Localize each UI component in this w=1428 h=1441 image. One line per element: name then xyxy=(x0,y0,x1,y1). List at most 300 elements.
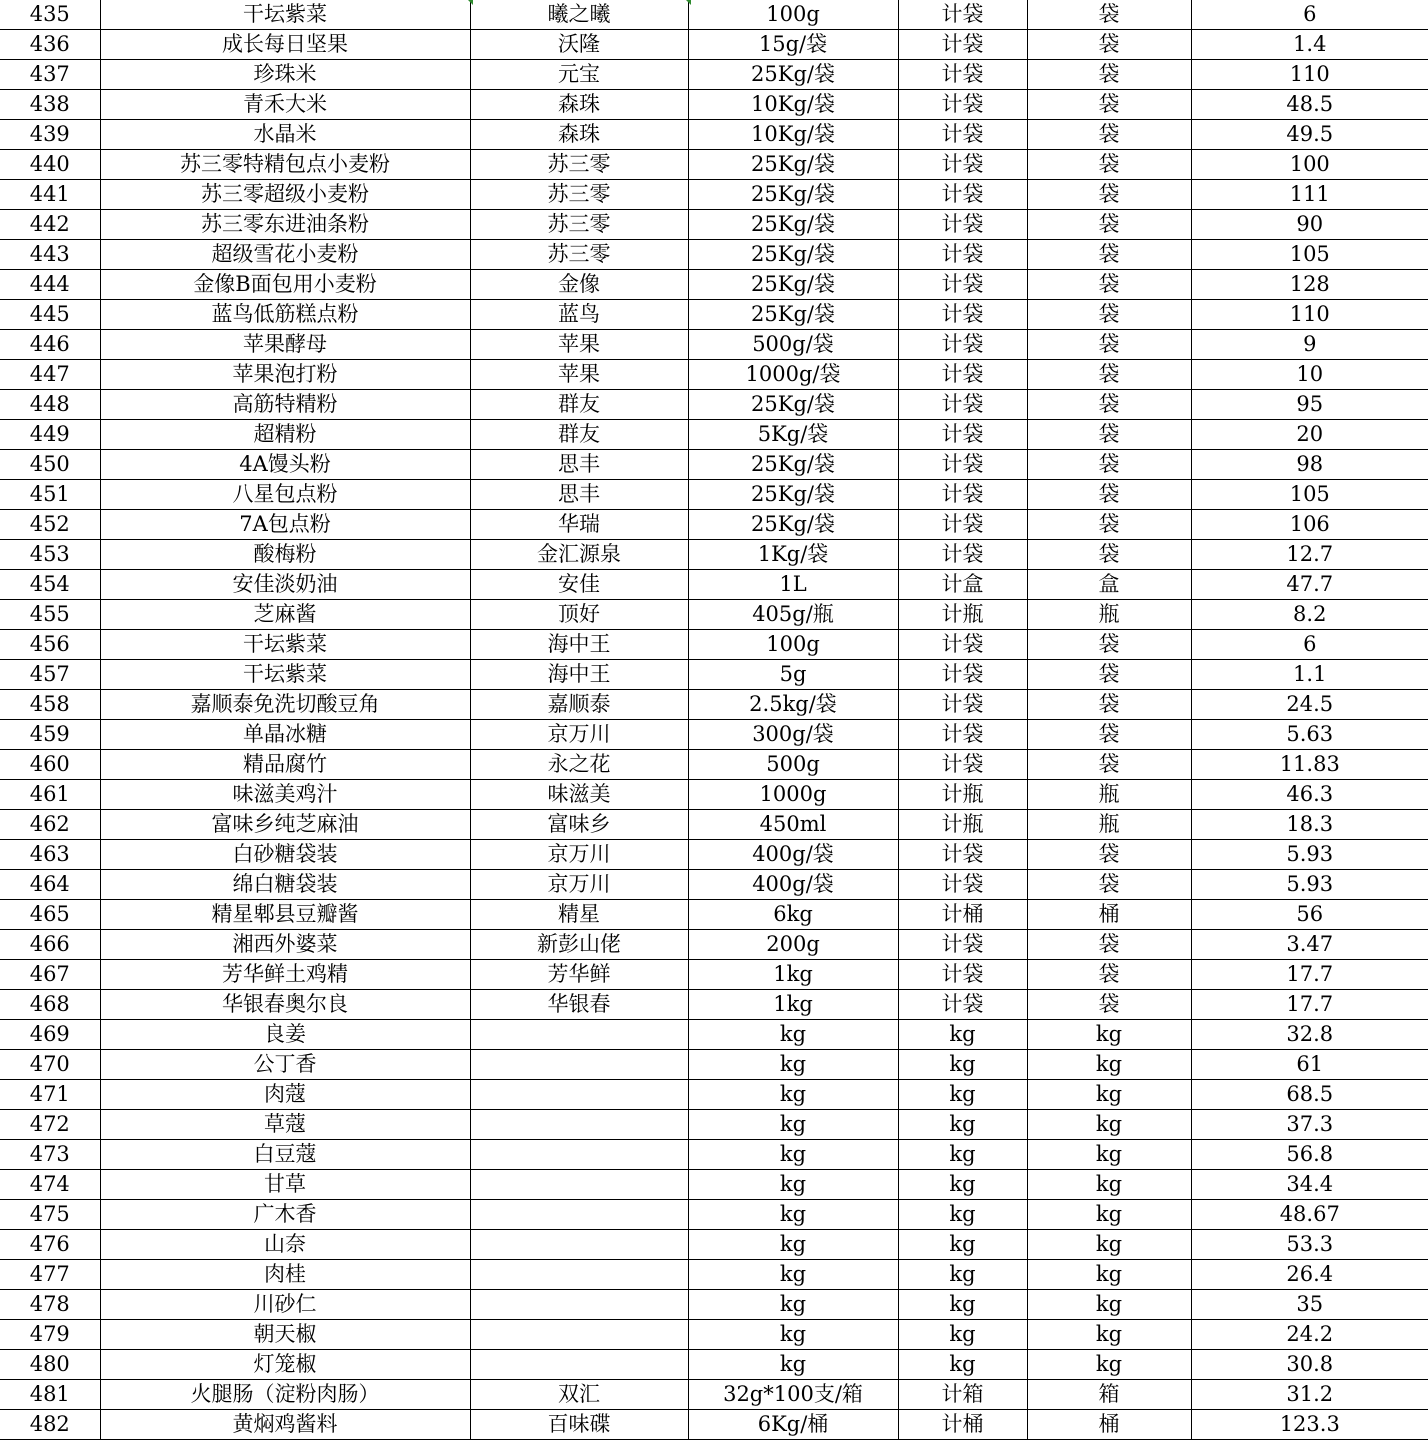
brand-cell[interactable]: 元宝 xyxy=(470,60,688,90)
spec-cell[interactable]: 400g/袋 xyxy=(688,840,898,870)
brand-cell[interactable]: 双汇 xyxy=(470,1380,688,1410)
pricing-unit-cell[interactable]: 计袋 xyxy=(898,420,1027,450)
unit-cell[interactable]: kg xyxy=(1027,1230,1191,1260)
pricing-unit-cell[interactable]: 计袋 xyxy=(898,0,1027,30)
price-cell[interactable]: 10 xyxy=(1191,360,1428,390)
unit-cell[interactable]: kg xyxy=(1027,1170,1191,1200)
price-cell[interactable]: 105 xyxy=(1191,480,1428,510)
product-name-cell[interactable]: 川砂仁 xyxy=(100,1290,470,1320)
row-number-cell[interactable]: 457 xyxy=(0,660,100,690)
row-number-cell[interactable]: 462 xyxy=(0,810,100,840)
price-cell[interactable]: 49.5 xyxy=(1191,120,1428,150)
product-name-cell[interactable]: 青禾大米 xyxy=(100,90,470,120)
pricing-unit-cell[interactable]: 计袋 xyxy=(898,690,1027,720)
unit-cell[interactable]: 袋 xyxy=(1027,660,1191,690)
unit-cell[interactable]: 袋 xyxy=(1027,390,1191,420)
row-number-cell[interactable]: 476 xyxy=(0,1230,100,1260)
brand-cell[interactable] xyxy=(470,1200,688,1230)
row-number-cell[interactable]: 463 xyxy=(0,840,100,870)
unit-cell[interactable]: kg xyxy=(1027,1290,1191,1320)
price-cell[interactable]: 56.8 xyxy=(1191,1140,1428,1170)
row-number-cell[interactable]: 475 xyxy=(0,1200,100,1230)
spec-cell[interactable]: 2.5kg/袋 xyxy=(688,690,898,720)
pricing-unit-cell[interactable]: kg xyxy=(898,1080,1027,1110)
price-cell[interactable]: 6 xyxy=(1191,630,1428,660)
brand-cell[interactable] xyxy=(470,1350,688,1380)
brand-cell[interactable]: 苏三零 xyxy=(470,210,688,240)
price-cell[interactable]: 32.8 xyxy=(1191,1020,1428,1050)
spec-cell[interactable]: 15g/袋 xyxy=(688,30,898,60)
unit-cell[interactable]: kg xyxy=(1027,1140,1191,1170)
brand-cell[interactable]: 嘉顺泰 xyxy=(470,690,688,720)
row-number-cell[interactable]: 477 xyxy=(0,1260,100,1290)
row-number-cell[interactable]: 481 xyxy=(0,1380,100,1410)
pricing-unit-cell[interactable]: 计袋 xyxy=(898,270,1027,300)
unit-cell[interactable]: 袋 xyxy=(1027,510,1191,540)
unit-cell[interactable]: 瓶 xyxy=(1027,810,1191,840)
price-cell[interactable]: 95 xyxy=(1191,390,1428,420)
unit-cell[interactable]: kg xyxy=(1027,1110,1191,1140)
spec-cell[interactable]: 6Kg/桶 xyxy=(688,1410,898,1440)
brand-cell[interactable] xyxy=(470,1110,688,1140)
spec-cell[interactable]: kg xyxy=(688,1140,898,1170)
brand-cell[interactable]: 曦之曦 xyxy=(470,0,688,30)
unit-cell[interactable]: 袋 xyxy=(1027,990,1191,1020)
product-name-cell[interactable]: 安佳淡奶油 xyxy=(100,570,470,600)
brand-cell[interactable]: 华银春 xyxy=(470,990,688,1020)
product-name-cell[interactable]: 苏三零东进油条粉 xyxy=(100,210,470,240)
brand-cell[interactable] xyxy=(470,1260,688,1290)
price-cell[interactable]: 18.3 xyxy=(1191,810,1428,840)
product-name-cell[interactable]: 富味乡纯芝麻油 xyxy=(100,810,470,840)
brand-cell[interactable]: 京万川 xyxy=(470,870,688,900)
spec-cell[interactable]: 25Kg/袋 xyxy=(688,150,898,180)
product-name-cell[interactable]: 肉蔻 xyxy=(100,1080,470,1110)
row-number-cell[interactable]: 452 xyxy=(0,510,100,540)
product-name-cell[interactable]: 芳华鲜土鸡精 xyxy=(100,960,470,990)
pricing-unit-cell[interactable]: 计袋 xyxy=(898,870,1027,900)
unit-cell[interactable]: 袋 xyxy=(1027,300,1191,330)
brand-cell[interactable] xyxy=(470,1290,688,1320)
pricing-unit-cell[interactable]: 计袋 xyxy=(898,300,1027,330)
unit-cell[interactable]: 袋 xyxy=(1027,930,1191,960)
price-cell[interactable]: 56 xyxy=(1191,900,1428,930)
brand-cell[interactable]: 顶好 xyxy=(470,600,688,630)
spec-cell[interactable]: 100g xyxy=(688,630,898,660)
unit-cell[interactable]: 袋 xyxy=(1027,630,1191,660)
row-number-cell[interactable]: 446 xyxy=(0,330,100,360)
price-cell[interactable]: 1.1 xyxy=(1191,660,1428,690)
price-cell[interactable]: 26.4 xyxy=(1191,1260,1428,1290)
spec-cell[interactable]: kg xyxy=(688,1350,898,1380)
brand-cell[interactable]: 森珠 xyxy=(470,120,688,150)
spec-cell[interactable]: 1kg xyxy=(688,990,898,1020)
brand-cell[interactable]: 苹果 xyxy=(470,360,688,390)
price-cell[interactable]: 17.7 xyxy=(1191,990,1428,1020)
row-number-cell[interactable]: 444 xyxy=(0,270,100,300)
spec-cell[interactable]: 25Kg/袋 xyxy=(688,240,898,270)
product-name-cell[interactable]: 干坛紫菜 xyxy=(100,660,470,690)
spec-cell[interactable]: 5g xyxy=(688,660,898,690)
pricing-unit-cell[interactable]: kg xyxy=(898,1050,1027,1080)
row-number-cell[interactable]: 471 xyxy=(0,1080,100,1110)
unit-cell[interactable]: 袋 xyxy=(1027,330,1191,360)
spec-cell[interactable]: 25Kg/袋 xyxy=(688,210,898,240)
spec-cell[interactable]: 1L xyxy=(688,570,898,600)
unit-cell[interactable]: 桶 xyxy=(1027,900,1191,930)
brand-cell[interactable]: 金汇源泉 xyxy=(470,540,688,570)
pricing-unit-cell[interactable]: 计袋 xyxy=(898,90,1027,120)
unit-cell[interactable]: 袋 xyxy=(1027,960,1191,990)
spec-cell[interactable]: kg xyxy=(688,1230,898,1260)
spec-cell[interactable]: 300g/袋 xyxy=(688,720,898,750)
brand-cell[interactable] xyxy=(470,1080,688,1110)
pricing-unit-cell[interactable]: 计袋 xyxy=(898,120,1027,150)
pricing-unit-cell[interactable]: 计袋 xyxy=(898,930,1027,960)
row-number-cell[interactable]: 440 xyxy=(0,150,100,180)
brand-cell[interactable]: 思丰 xyxy=(470,480,688,510)
row-number-cell[interactable]: 437 xyxy=(0,60,100,90)
unit-cell[interactable]: 袋 xyxy=(1027,30,1191,60)
unit-cell[interactable]: 袋 xyxy=(1027,690,1191,720)
spec-cell[interactable]: 25Kg/袋 xyxy=(688,480,898,510)
unit-cell[interactable]: 袋 xyxy=(1027,150,1191,180)
row-number-cell[interactable]: 469 xyxy=(0,1020,100,1050)
unit-cell[interactable]: kg xyxy=(1027,1350,1191,1380)
unit-cell[interactable]: 袋 xyxy=(1027,540,1191,570)
spec-cell[interactable]: 25Kg/袋 xyxy=(688,270,898,300)
product-name-cell[interactable]: 灯笼椒 xyxy=(100,1350,470,1380)
unit-cell[interactable]: 袋 xyxy=(1027,450,1191,480)
product-name-cell[interactable]: 金像B面包用小麦粉 xyxy=(100,270,470,300)
pricing-unit-cell[interactable]: kg xyxy=(898,1350,1027,1380)
row-number-cell[interactable]: 478 xyxy=(0,1290,100,1320)
pricing-unit-cell[interactable]: 计箱 xyxy=(898,1380,1027,1410)
row-number-cell[interactable]: 460 xyxy=(0,750,100,780)
price-cell[interactable]: 20 xyxy=(1191,420,1428,450)
row-number-cell[interactable]: 464 xyxy=(0,870,100,900)
row-number-cell[interactable]: 442 xyxy=(0,210,100,240)
product-name-cell[interactable]: 芝麻酱 xyxy=(100,600,470,630)
spec-cell[interactable]: kg xyxy=(688,1200,898,1230)
product-name-cell[interactable]: 嘉顺泰免洗切酸豆角 xyxy=(100,690,470,720)
spec-cell[interactable]: kg xyxy=(688,1290,898,1320)
brand-cell[interactable]: 群友 xyxy=(470,420,688,450)
product-name-cell[interactable]: 精品腐竹 xyxy=(100,750,470,780)
spec-cell[interactable]: 1kg xyxy=(688,960,898,990)
pricing-unit-cell[interactable]: 计袋 xyxy=(898,960,1027,990)
brand-cell[interactable] xyxy=(470,1170,688,1200)
product-name-cell[interactable]: 精星郫县豆瓣酱 xyxy=(100,900,470,930)
spec-cell[interactable]: 500g xyxy=(688,750,898,780)
unit-cell[interactable]: kg xyxy=(1027,1260,1191,1290)
pricing-unit-cell[interactable]: 计瓶 xyxy=(898,600,1027,630)
row-number-cell[interactable]: 454 xyxy=(0,570,100,600)
pricing-unit-cell[interactable]: 计袋 xyxy=(898,210,1027,240)
price-cell[interactable]: 106 xyxy=(1191,510,1428,540)
price-cell[interactable]: 47.7 xyxy=(1191,570,1428,600)
brand-cell[interactable]: 百味碟 xyxy=(470,1410,688,1440)
unit-cell[interactable]: 袋 xyxy=(1027,840,1191,870)
brand-cell[interactable]: 群友 xyxy=(470,390,688,420)
row-number-cell[interactable]: 450 xyxy=(0,450,100,480)
spec-cell[interactable]: 500g/袋 xyxy=(688,330,898,360)
pricing-unit-cell[interactable]: 计盒 xyxy=(898,570,1027,600)
spec-cell[interactable]: 25Kg/袋 xyxy=(688,180,898,210)
spec-cell[interactable]: 200g xyxy=(688,930,898,960)
pricing-unit-cell[interactable]: 计袋 xyxy=(898,330,1027,360)
product-name-cell[interactable]: 单晶冰糖 xyxy=(100,720,470,750)
unit-cell[interactable]: 袋 xyxy=(1027,270,1191,300)
price-cell[interactable]: 17.7 xyxy=(1191,960,1428,990)
spec-cell[interactable]: kg xyxy=(688,1020,898,1050)
unit-cell[interactable]: 瓶 xyxy=(1027,780,1191,810)
spec-cell[interactable]: 5Kg/袋 xyxy=(688,420,898,450)
spec-cell[interactable]: 32g*100支/箱 xyxy=(688,1380,898,1410)
pricing-unit-cell[interactable]: 计袋 xyxy=(898,240,1027,270)
row-number-cell[interactable]: 438 xyxy=(0,90,100,120)
brand-cell[interactable]: 蓝鸟 xyxy=(470,300,688,330)
price-cell[interactable]: 3.47 xyxy=(1191,930,1428,960)
pricing-unit-cell[interactable]: 计袋 xyxy=(898,180,1027,210)
product-name-cell[interactable]: 苹果酵母 xyxy=(100,330,470,360)
price-cell[interactable]: 11.83 xyxy=(1191,750,1428,780)
brand-cell[interactable] xyxy=(470,1050,688,1080)
product-name-cell[interactable]: 黄焖鸡酱料 xyxy=(100,1410,470,1440)
brand-cell[interactable]: 森珠 xyxy=(470,90,688,120)
brand-cell[interactable]: 苏三零 xyxy=(470,180,688,210)
brand-cell[interactable]: 海中王 xyxy=(470,630,688,660)
price-cell[interactable]: 68.5 xyxy=(1191,1080,1428,1110)
price-cell[interactable]: 98 xyxy=(1191,450,1428,480)
brand-cell[interactable]: 新彭山佬 xyxy=(470,930,688,960)
spec-cell[interactable]: 400g/袋 xyxy=(688,870,898,900)
pricing-unit-cell[interactable]: 计袋 xyxy=(898,990,1027,1020)
price-cell[interactable]: 34.4 xyxy=(1191,1170,1428,1200)
unit-cell[interactable]: 桶 xyxy=(1027,1410,1191,1440)
pricing-unit-cell[interactable]: 计袋 xyxy=(898,60,1027,90)
product-name-cell[interactable]: 白豆蔻 xyxy=(100,1140,470,1170)
product-name-cell[interactable]: 干坛紫菜 xyxy=(100,0,470,30)
price-cell[interactable]: 110 xyxy=(1191,300,1428,330)
pricing-unit-cell[interactable]: kg xyxy=(898,1200,1027,1230)
pricing-unit-cell[interactable]: kg xyxy=(898,1260,1027,1290)
product-name-cell[interactable]: 苏三零特精包点小麦粉 xyxy=(100,150,470,180)
pricing-unit-cell[interactable]: 计袋 xyxy=(898,30,1027,60)
row-number-cell[interactable]: 461 xyxy=(0,780,100,810)
product-name-cell[interactable]: 山奈 xyxy=(100,1230,470,1260)
brand-cell[interactable]: 京万川 xyxy=(470,840,688,870)
row-number-cell[interactable]: 480 xyxy=(0,1350,100,1380)
unit-cell[interactable]: 袋 xyxy=(1027,210,1191,240)
pricing-unit-cell[interactable]: kg xyxy=(898,1320,1027,1350)
unit-cell[interactable]: 袋 xyxy=(1027,0,1191,30)
price-cell[interactable]: 48.5 xyxy=(1191,90,1428,120)
price-cell[interactable]: 5.63 xyxy=(1191,720,1428,750)
brand-cell[interactable]: 金像 xyxy=(470,270,688,300)
spec-cell[interactable]: kg xyxy=(688,1110,898,1140)
product-name-cell[interactable]: 火腿肠（淀粉肉肠） xyxy=(100,1380,470,1410)
spec-cell[interactable]: 1000g/袋 xyxy=(688,360,898,390)
product-name-cell[interactable]: 华银春奥尔良 xyxy=(100,990,470,1020)
unit-cell[interactable]: kg xyxy=(1027,1320,1191,1350)
row-number-cell[interactable]: 470 xyxy=(0,1050,100,1080)
row-number-cell[interactable]: 447 xyxy=(0,360,100,390)
price-cell[interactable]: 110 xyxy=(1191,60,1428,90)
row-number-cell[interactable]: 439 xyxy=(0,120,100,150)
brand-cell[interactable]: 华瑞 xyxy=(470,510,688,540)
brand-cell[interactable]: 苏三零 xyxy=(470,150,688,180)
product-name-cell[interactable]: 7A包点粉 xyxy=(100,510,470,540)
unit-cell[interactable]: 袋 xyxy=(1027,360,1191,390)
spec-cell[interactable]: 25Kg/袋 xyxy=(688,450,898,480)
brand-cell[interactable]: 安佳 xyxy=(470,570,688,600)
pricing-unit-cell[interactable]: 计桶 xyxy=(898,900,1027,930)
price-cell[interactable]: 30.8 xyxy=(1191,1350,1428,1380)
pricing-unit-cell[interactable]: kg xyxy=(898,1020,1027,1050)
brand-cell[interactable]: 永之花 xyxy=(470,750,688,780)
brand-cell[interactable] xyxy=(470,1230,688,1260)
price-cell[interactable]: 53.3 xyxy=(1191,1230,1428,1260)
pricing-unit-cell[interactable]: kg xyxy=(898,1290,1027,1320)
product-name-cell[interactable]: 成长每日坚果 xyxy=(100,30,470,60)
product-name-cell[interactable]: 八星包点粉 xyxy=(100,480,470,510)
spec-cell[interactable]: 25Kg/袋 xyxy=(688,390,898,420)
price-cell[interactable]: 105 xyxy=(1191,240,1428,270)
price-cell[interactable]: 31.2 xyxy=(1191,1380,1428,1410)
brand-cell[interactable]: 海中王 xyxy=(470,660,688,690)
pricing-unit-cell[interactable]: 计袋 xyxy=(898,660,1027,690)
price-cell[interactable]: 5.93 xyxy=(1191,840,1428,870)
price-cell[interactable]: 12.7 xyxy=(1191,540,1428,570)
spec-cell[interactable]: 25Kg/袋 xyxy=(688,300,898,330)
unit-cell[interactable]: 袋 xyxy=(1027,60,1191,90)
brand-cell[interactable]: 富味乡 xyxy=(470,810,688,840)
row-number-cell[interactable]: 441 xyxy=(0,180,100,210)
brand-cell[interactable] xyxy=(470,1320,688,1350)
pricing-unit-cell[interactable]: 计袋 xyxy=(898,510,1027,540)
price-cell[interactable]: 61 xyxy=(1191,1050,1428,1080)
row-number-cell[interactable]: 448 xyxy=(0,390,100,420)
pricing-unit-cell[interactable]: kg xyxy=(898,1140,1027,1170)
product-name-cell[interactable]: 酸梅粉 xyxy=(100,540,470,570)
pricing-unit-cell[interactable]: 计袋 xyxy=(898,630,1027,660)
brand-cell[interactable]: 苏三零 xyxy=(470,240,688,270)
pricing-unit-cell[interactable]: 计袋 xyxy=(898,750,1027,780)
product-name-cell[interactable]: 蓝鸟低筋糕点粉 xyxy=(100,300,470,330)
brand-cell[interactable] xyxy=(470,1140,688,1170)
unit-cell[interactable]: 袋 xyxy=(1027,750,1191,780)
product-name-cell[interactable]: 超级雪花小麦粉 xyxy=(100,240,470,270)
unit-cell[interactable]: 袋 xyxy=(1027,870,1191,900)
price-cell[interactable]: 1.4 xyxy=(1191,30,1428,60)
product-name-cell[interactable]: 广木香 xyxy=(100,1200,470,1230)
row-number-cell[interactable]: 465 xyxy=(0,900,100,930)
unit-cell[interactable]: 袋 xyxy=(1027,120,1191,150)
row-number-cell[interactable]: 449 xyxy=(0,420,100,450)
product-name-cell[interactable]: 苹果泡打粉 xyxy=(100,360,470,390)
unit-cell[interactable]: 袋 xyxy=(1027,420,1191,450)
pricing-unit-cell[interactable]: kg xyxy=(898,1170,1027,1200)
product-name-cell[interactable]: 白砂糖袋装 xyxy=(100,840,470,870)
spec-cell[interactable]: kg xyxy=(688,1080,898,1110)
pricing-unit-cell[interactable]: 计袋 xyxy=(898,540,1027,570)
unit-cell[interactable]: 袋 xyxy=(1027,480,1191,510)
price-cell[interactable]: 8.2 xyxy=(1191,600,1428,630)
product-name-cell[interactable]: 朝天椒 xyxy=(100,1320,470,1350)
brand-cell[interactable]: 苹果 xyxy=(470,330,688,360)
brand-cell[interactable]: 沃隆 xyxy=(470,30,688,60)
unit-cell[interactable]: 袋 xyxy=(1027,720,1191,750)
row-number-cell[interactable]: 479 xyxy=(0,1320,100,1350)
pricing-unit-cell[interactable]: 计袋 xyxy=(898,840,1027,870)
row-number-cell[interactable]: 472 xyxy=(0,1110,100,1140)
product-name-cell[interactable]: 超精粉 xyxy=(100,420,470,450)
unit-cell[interactable]: 盒 xyxy=(1027,570,1191,600)
row-number-cell[interactable]: 445 xyxy=(0,300,100,330)
spec-cell[interactable]: 1Kg/袋 xyxy=(688,540,898,570)
price-cell[interactable]: 35 xyxy=(1191,1290,1428,1320)
spec-cell[interactable]: kg xyxy=(688,1320,898,1350)
row-number-cell[interactable]: 459 xyxy=(0,720,100,750)
unit-cell[interactable]: kg xyxy=(1027,1200,1191,1230)
brand-cell[interactable]: 精星 xyxy=(470,900,688,930)
spec-cell[interactable]: 25Kg/袋 xyxy=(688,510,898,540)
pricing-unit-cell[interactable]: 计袋 xyxy=(898,720,1027,750)
product-name-cell[interactable]: 干坛紫菜 xyxy=(100,630,470,660)
brand-cell[interactable]: 芳华鲜 xyxy=(470,960,688,990)
pricing-unit-cell[interactable]: 计袋 xyxy=(898,150,1027,180)
product-name-cell[interactable]: 肉桂 xyxy=(100,1260,470,1290)
row-number-cell[interactable]: 482 xyxy=(0,1410,100,1440)
price-cell[interactable]: 37.3 xyxy=(1191,1110,1428,1140)
brand-cell[interactable]: 思丰 xyxy=(470,450,688,480)
brand-cell[interactable]: 味滋美 xyxy=(470,780,688,810)
pricing-unit-cell[interactable]: 计袋 xyxy=(898,390,1027,420)
row-number-cell[interactable]: 458 xyxy=(0,690,100,720)
spec-cell[interactable]: 450ml xyxy=(688,810,898,840)
pricing-unit-cell[interactable]: kg xyxy=(898,1110,1027,1140)
product-name-cell[interactable]: 草蔻 xyxy=(100,1110,470,1140)
spec-cell[interactable]: 10Kg/袋 xyxy=(688,90,898,120)
product-name-cell[interactable]: 珍珠米 xyxy=(100,60,470,90)
brand-cell[interactable] xyxy=(470,1020,688,1050)
spec-cell[interactable]: kg xyxy=(688,1050,898,1080)
price-cell[interactable]: 5.93 xyxy=(1191,870,1428,900)
row-number-cell[interactable]: 473 xyxy=(0,1140,100,1170)
product-name-cell[interactable]: 苏三零超级小麦粉 xyxy=(100,180,470,210)
product-name-cell[interactable]: 味滋美鸡汁 xyxy=(100,780,470,810)
row-number-cell[interactable]: 466 xyxy=(0,930,100,960)
price-cell[interactable]: 90 xyxy=(1191,210,1428,240)
product-name-cell[interactable]: 水晶米 xyxy=(100,120,470,150)
pricing-unit-cell[interactable]: 计袋 xyxy=(898,360,1027,390)
price-cell[interactable]: 24.2 xyxy=(1191,1320,1428,1350)
product-name-cell[interactable]: 良姜 xyxy=(100,1020,470,1050)
spec-cell[interactable]: 10Kg/袋 xyxy=(688,120,898,150)
unit-cell[interactable]: kg xyxy=(1027,1020,1191,1050)
row-number-cell[interactable]: 467 xyxy=(0,960,100,990)
product-name-cell[interactable]: 绵白糖袋装 xyxy=(100,870,470,900)
spec-cell[interactable]: kg xyxy=(688,1260,898,1290)
pricing-unit-cell[interactable]: 计袋 xyxy=(898,480,1027,510)
product-name-cell[interactable]: 4A馒头粉 xyxy=(100,450,470,480)
row-number-cell[interactable]: 453 xyxy=(0,540,100,570)
row-number-cell[interactable]: 436 xyxy=(0,30,100,60)
product-name-cell[interactable]: 甘草 xyxy=(100,1170,470,1200)
pricing-unit-cell[interactable]: 计瓶 xyxy=(898,780,1027,810)
row-number-cell[interactable]: 443 xyxy=(0,240,100,270)
